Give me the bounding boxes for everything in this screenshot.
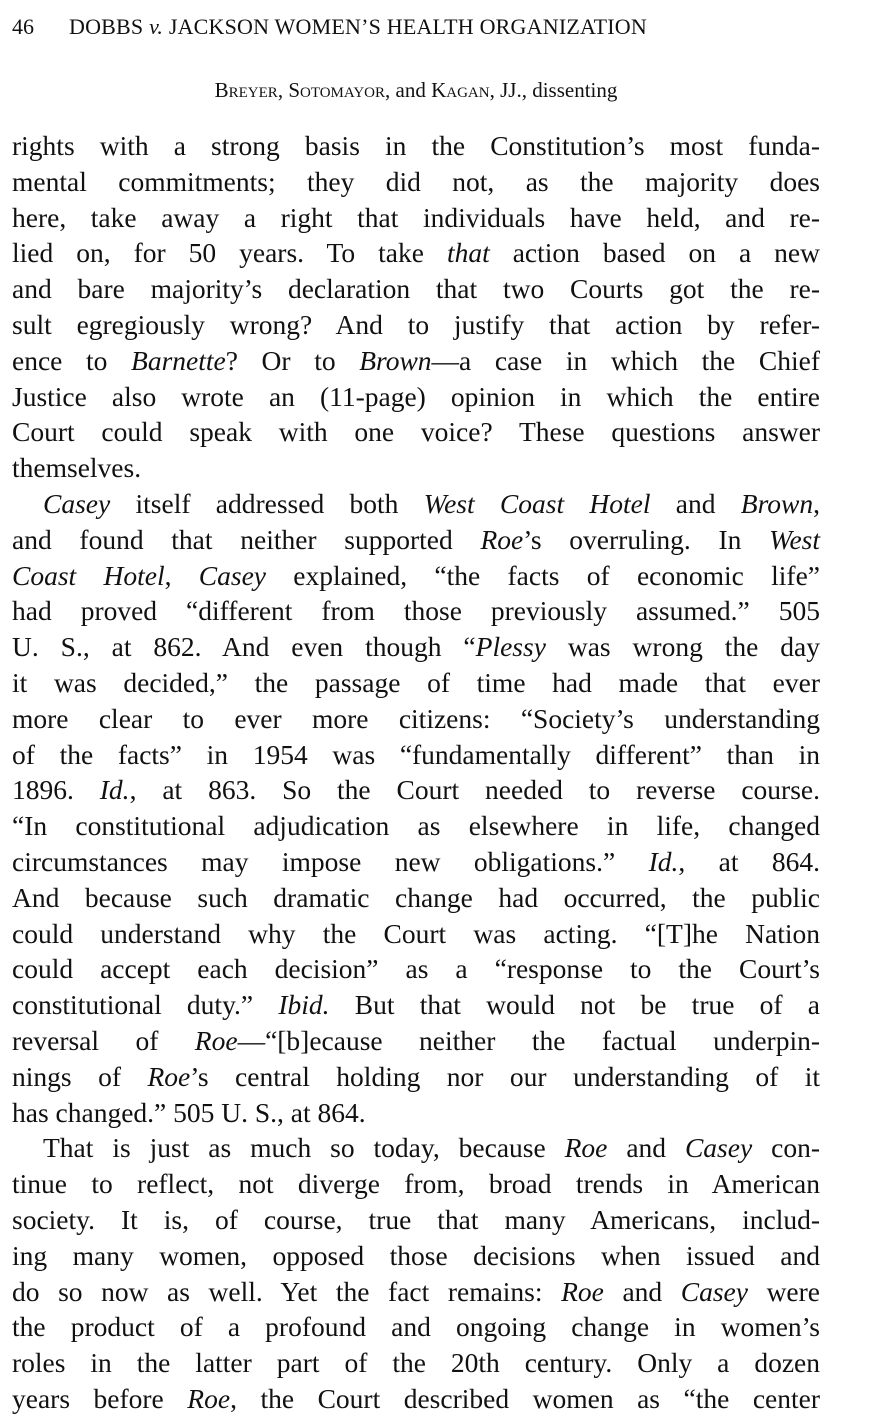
text-line xyxy=(12,1202,820,1238)
text-run: itself addressed both xyxy=(110,487,424,519)
text-run: circumstances may impose new obligations.” xyxy=(12,845,649,877)
page-number: 46 xyxy=(12,14,34,39)
italic-text: Roe xyxy=(187,1382,231,1414)
italic-text: Casey xyxy=(684,1132,753,1164)
opinion-body-text xyxy=(12,128,820,1417)
italic-text: West xyxy=(769,523,821,555)
justice-name: Sotomayor xyxy=(288,78,386,102)
text-line xyxy=(12,737,820,773)
opinion-type: , JJ., dissenting xyxy=(489,78,618,102)
text-run: —“[b]ecause neither the factual underpin- xyxy=(237,1024,820,1056)
text-run: was wrong the day xyxy=(545,631,820,663)
text-run: themselves. xyxy=(12,452,142,484)
text-line xyxy=(12,343,820,379)
text-line xyxy=(12,593,820,629)
italic-text: Casey xyxy=(680,1275,748,1307)
italic-text: Roe xyxy=(147,1060,191,1092)
text-line xyxy=(12,951,820,987)
text-run: ? Or to xyxy=(225,344,360,376)
text-run: 1896. xyxy=(12,774,100,806)
text-run: And because such dramatic change had occurred, the public xyxy=(12,881,820,913)
text-line xyxy=(12,414,820,450)
text-run: years before xyxy=(12,1382,188,1414)
italic-text: Coast Hotel xyxy=(12,559,165,591)
text-line xyxy=(12,844,820,880)
text-run: nings of xyxy=(12,1060,148,1092)
text-run: , the Court described women as “the center xyxy=(230,1382,821,1414)
italic-text: Plessy xyxy=(475,631,546,663)
text-line xyxy=(12,701,820,737)
text-run: here, take away a right that individuals have held, and re- xyxy=(12,201,820,233)
text-line xyxy=(12,486,820,522)
text-line xyxy=(12,128,820,164)
text-run: society. It is, of course, true that many Americans, includ- xyxy=(12,1203,820,1235)
text-run: could understand why the Court was acting. “[T]he Nation xyxy=(12,917,820,949)
conjunction: , and xyxy=(385,78,426,102)
text-run: and bare majority’s declaration that two Courts got the re- xyxy=(12,273,820,305)
text-run: sult egregiously wrong? And to justify that action by refer- xyxy=(12,308,820,340)
text-run: do so now as well. Yet the fact remains: xyxy=(12,1275,562,1307)
text-line xyxy=(12,558,820,594)
text-run: But that would not be true of a xyxy=(329,989,820,1021)
text-run: That is just as much so today, because xyxy=(43,1132,565,1164)
text-line xyxy=(12,235,820,271)
text-line xyxy=(12,307,820,343)
text-run: ’s central holding nor our understanding of it xyxy=(190,1060,820,1092)
text-line xyxy=(12,1381,820,1417)
text-line xyxy=(12,200,820,236)
text-line xyxy=(12,629,820,665)
italic-text: West Coast Hotel xyxy=(423,487,651,519)
italic-text: Roe xyxy=(480,523,524,555)
text-line xyxy=(12,1309,820,1345)
text-run: U. S., at 862. And even though “ xyxy=(12,631,476,663)
text-line xyxy=(12,987,820,1023)
italic-text: Id. xyxy=(99,774,130,806)
text-run: ence to xyxy=(12,344,132,376)
opinion-authors-line: Breyer, Sotomayor, and Kagan, JJ., dissenting xyxy=(214,78,618,102)
text-run: reversal of xyxy=(12,1024,195,1056)
text-run: ing many women, opposed those decisions when issued and xyxy=(12,1239,820,1271)
text-run: “In constitutional adjudication as elsewhere in life, changed xyxy=(12,810,820,842)
running-header xyxy=(12,14,820,42)
text-run: , xyxy=(164,559,199,591)
text-run: and xyxy=(607,1132,685,1164)
text-run: lied on, for 50 years. To take xyxy=(12,237,447,269)
text-line xyxy=(12,1059,820,1095)
text-line xyxy=(12,808,820,844)
text-line xyxy=(12,1274,820,1310)
italic-text: Brown xyxy=(740,487,814,519)
text-line xyxy=(12,1023,820,1059)
text-run: of the facts” in 1954 was “fundamentally different” than in xyxy=(12,738,820,770)
text-line xyxy=(12,1095,820,1131)
text-line xyxy=(12,1130,820,1166)
text-line xyxy=(12,379,820,415)
text-run: con- xyxy=(752,1132,820,1164)
text-run: explained, “the facts of economic life” xyxy=(266,559,820,591)
case-name-versus: v. xyxy=(149,14,164,39)
italic-text: Roe xyxy=(564,1132,608,1164)
text-line xyxy=(12,522,820,558)
text-run: Court could speak with one voice? These questions answer xyxy=(12,416,820,448)
text-run: and xyxy=(650,487,741,519)
text-line xyxy=(12,1345,820,1381)
case-name-petitioner: DOBBS xyxy=(69,14,144,39)
text-run: constitutional duty.” xyxy=(12,989,279,1021)
text-line xyxy=(12,880,820,916)
text-line xyxy=(12,1238,820,1274)
text-run: , xyxy=(813,487,820,519)
text-run: tinue to reflect, not diverge from, broad trends in American xyxy=(12,1168,820,1200)
text-line xyxy=(12,772,820,808)
text-run: mental commitments; they did not, as the majority does xyxy=(12,165,820,197)
text-run: roles in the latter part of the 20th century. Only a dozen xyxy=(12,1347,820,1379)
text-run: were xyxy=(747,1275,820,1307)
text-line xyxy=(12,271,820,307)
text-line xyxy=(12,164,820,200)
italic-text: Casey xyxy=(43,487,111,519)
text-run: Justice also wrote an (11-page) opinion in which the entire xyxy=(12,380,820,412)
text-run: —a case in which the Chief xyxy=(431,344,820,376)
text-run: ’s overruling. In xyxy=(523,523,770,555)
text-line xyxy=(12,916,820,952)
italic-text: Casey xyxy=(198,559,266,591)
text-line xyxy=(12,665,820,701)
italic-text: Roe xyxy=(561,1275,604,1307)
italic-text: Barnette xyxy=(131,344,226,376)
text-run: the product of a profound and ongoing change in women’s xyxy=(12,1311,820,1343)
text-run: action based on a new xyxy=(489,237,820,269)
text-run: has changed.” 505 U. S., at 864. xyxy=(12,1096,366,1128)
text-line xyxy=(12,450,820,486)
italic-text: Id. xyxy=(648,845,679,877)
text-run: it was decided,” the passage of time had made that ever xyxy=(12,666,820,698)
italic-text: Brown xyxy=(359,344,432,376)
text-run: , at 863. So the Court needed to reverse course. xyxy=(129,774,820,806)
text-line xyxy=(12,1166,820,1202)
text-run: and found that neither supported xyxy=(12,523,481,555)
case-caption xyxy=(69,14,647,40)
italic-text: that xyxy=(446,237,490,269)
italic-text: Roe xyxy=(194,1024,238,1056)
text-run: , at 864. xyxy=(678,845,820,877)
text-run: more clear to ever more citizens: “Society’s understanding xyxy=(12,702,820,734)
text-run: could accept each decision” as a “response to the Court’s xyxy=(12,953,820,985)
justice-name: Breyer xyxy=(214,78,278,102)
text-run: and xyxy=(603,1275,681,1307)
text-run: rights with a strong basis in the Constitution’s most funda- xyxy=(12,130,820,161)
italic-text: Ibid. xyxy=(278,989,330,1021)
justice-name: Kagan xyxy=(431,78,490,102)
text-run: had proved “different from those previously assumed.” 505 xyxy=(12,595,820,627)
case-name-respondent: JACKSON WOMEN’S HEALTH ORGANIZATION xyxy=(168,14,647,39)
